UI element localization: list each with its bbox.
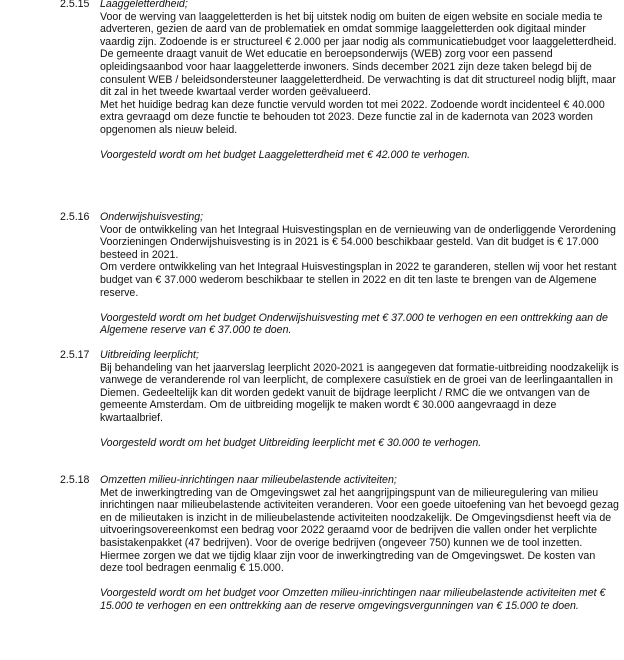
section-body [100,0,620,162]
section-number: 2.5.16 [60,211,90,223]
section-body [100,349,620,450]
section-number: 2.5.18 [60,474,90,486]
section-number: 2.5.17 [60,349,90,361]
proposal: Voorgesteld wordt om het budget Uitbreiding leerplicht met € 30.000 te verhogen. [100,437,482,450]
proposal: Voorgesteld wordt om het budget voor Omzetten milieu-inrichtingen naar milieubelastende activiteiten met € 15.000 te verhogen en een onttrekking aan de reserve omgevingsvergunningen van € 15.000 te doen. [100,587,606,612]
section-body [100,474,620,613]
paragraph: Om verdere ontwikkeling van het Integraal Huisvestingsplan in 2022 te garanderen, stellen wij voor het restant budget van € 37.000 wederom beschikbaar te stellen in 2022 en dit ten laste te brengen van de Algemene reserve. [100,261,617,299]
paragraph: Voor de ontwikkeling van het Integraal Huisvestingsplan en de vernieuwing van de onderliggende Verordening Voorzieningen Onderwijshuisvesting is in 2021 is € 54.000 beschikbaar gesteld. Van dit budget is € 17.000 besteed in 2021. [100,223,616,261]
section-title: Uitbreiding leerplicht; [100,349,199,361]
section-title: Laaggeletterdheid; [100,0,188,10]
paragraph: Met het huidige bedrag kan deze functie vervuld worden tot mei 2022. Zodoende wordt incidenteel € 40.000 extra gevraagd om deze functie te behouden tot 2023. Deze functie zal in de kadernota van 2023 worden opgenomen als nieuw beleid. [100,98,605,136]
paragraph: Bij behandeling van het jaarverslag leerplicht 2020-2021 is aangegeven dat formatie-uitbreiding noodzakelijk is vanwege de veranderende rol van leerplicht, de complexere casuïstiek en de groei van de leerlingaantallen in Diemen. Gedeeltelijk kan dit worden gedekt vanuit de bijdrage leerplicht / RMC die we ontvangen van de gemeente Amsterdam. Om de uitbreiding mogelijk te maken wordt € 30.000 aangevraagd in deze kwartaalbrief. [100,361,619,424]
proposal: Voorgesteld wordt om het budget Onderwijshuisvesting met € 37.000 te verhogen en een onttrekking aan de Algemene reserve van € 37.000 te doen. [100,311,608,337]
section-body [100,211,620,337]
paragraph: De gemeente draagt vanuit de Wet educatie en beroepsonderwijs (WEB) zorg voor een passend opleidingsaanbod voor haar laaggeletterde inwoners. Sinds december 2021 zijn deze taken belegd bij de consulent WEB / beleidsondersteuner laaggeletterdheid. De verwachting is dat dit structureel nodig blijft, maar dit zal in het tweede kwartaal verder worden geëvalueerd. [100,48,616,99]
section-number: 2.5.15 [60,0,90,10]
section-title: Omzetten milieu-inrichtingen naar milieubelastende activiteiten; [100,474,397,486]
proposal: Voorgesteld wordt om het budget Laaggeletterdheid met € 42.000 te verhogen. [100,149,471,162]
paragraph: Met de inwerkingtreding van de Omgevingswet zal het aangrijpingspunt van de milieuregulering van milieu inrichtingen naar milieubelastende activiteiten veranderen. Voor een goede uitoefening van het bevoegd gezag en de milieutaken is inzicht in de milieubelastende activiteiten noodzakelijk. De Omgevingsdienst heeft via de uitvoeringsovereenkomst een bedrag voor 2022 geraamd voor de bedrijven die vallen onder het verplichte basistakenpakket (47 bedrijven). Voor de overige bedrijven (ongeveer 750) kunnen we de tool inzetten. Hiermee zorgen we dat we tijdig klaar zijn voor de inwerkingtreding van de Omgevingswet. De kosten van deze tool bedragen eenmalig € 15.000. [100,486,619,575]
section-title: Onderwijshuisvesting; [100,211,204,223]
paragraph: Voor de werving van laaggeletterden is het bij uitstek nodig om buiten de eigen website en sociale media te adverteren, gezien de aard van de problematiek en omdat sommige laaggeletterden ook digitaal minder vaardig zijn. Zodoende is er structureel € 2.000 per jaar nodig als communicatiebudget voor laaggeletterdheid. [100,10,617,48]
